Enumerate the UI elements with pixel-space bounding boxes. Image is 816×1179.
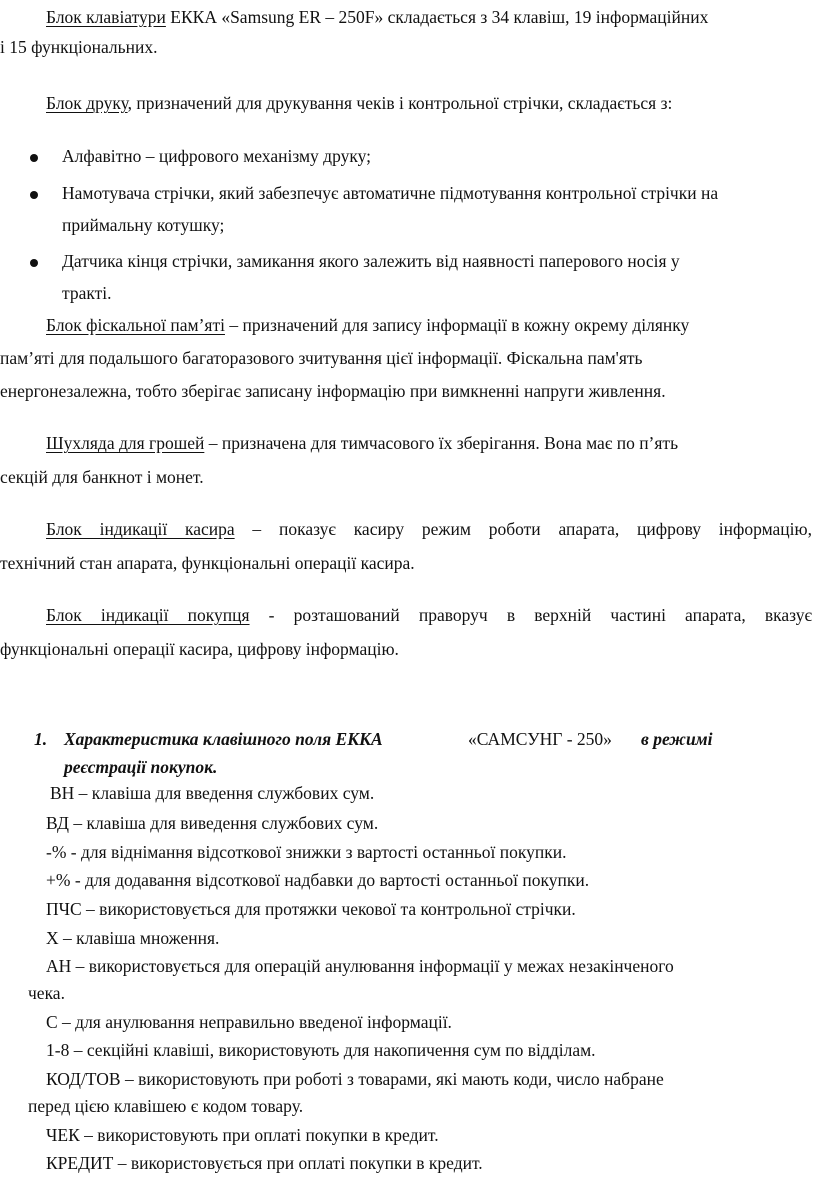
bullet-3-line1: Датчика кінця стрічки, замикання якого залежить від наявності паперового носія у bbox=[62, 251, 680, 271]
paragraph-customer-display-line2: функціональні операції касира, цифрову інформацію. bbox=[0, 639, 399, 659]
paragraph-keyboard-line2: і 15 функціональних. bbox=[0, 37, 158, 57]
key-sections: 1-8 – секційні клавіші, використовують для накопичення сум по відділам. bbox=[46, 1040, 596, 1060]
bullet-1-line1: Алфавітно – цифрового механізму друку; bbox=[62, 146, 371, 166]
key-vd: ВД – клавіша для виведення службових сум. bbox=[46, 813, 379, 833]
key-plus-percent: +% - для додавання відсоткової надбавки до вартості останньої покупки. bbox=[46, 870, 590, 890]
paragraph-print-line1: Блок друку, призначений для друкування чеків і контрольної стрічки, складається з: bbox=[46, 93, 673, 113]
paragraph-cashier-display-line1: Блок індикації касира – показує касиру режим роботи апарата, цифрову інформацію, bbox=[46, 519, 812, 539]
key-pchs: ПЧС – використовується для протяжки чекової та контрольної стрічки. bbox=[46, 899, 576, 919]
key-kod-tov-line2: перед цією клавішею є кодом товару. bbox=[28, 1096, 304, 1116]
print-block-title: Блок друку bbox=[46, 93, 128, 113]
paragraph-fiscal-line3: енергонезалежна, тобто зберігає записану інформацію при вимкненні напруги живлення. bbox=[0, 381, 666, 401]
bullet-2-line1: Намотувача стрічки, який забезпечує автоматичне підмотування контрольної стрічки на bbox=[62, 183, 719, 203]
section-heading-line2: реєстрації покупок. bbox=[64, 757, 218, 777]
key-vn: ВН – клавіша для введення службових сум. bbox=[50, 783, 375, 803]
key-an-line1: АН – використовується для операцій анулювання інформації у межах незакінченого bbox=[46, 956, 674, 976]
key-chek: ЧЕК – використовують при оплаті покупки в кредит. bbox=[46, 1125, 439, 1145]
paragraph-keyboard-line1: Блок клавіатури ЕККА «Samsung ER – 250F» складається з 34 клавіш, 19 інформаційних bbox=[46, 7, 709, 27]
bullet-3-line2: тракті. bbox=[62, 283, 112, 303]
cashier-display-title: Блок індикації касира bbox=[46, 519, 235, 539]
key-an-line2: чека. bbox=[28, 983, 65, 1003]
paragraph-fiscal-line1: Блок фіскальної пам’яті – призначений для запису інформації в кожну окрему ділянку bbox=[46, 315, 690, 335]
bullet-dot-2 bbox=[30, 191, 38, 199]
key-kod-tov-line1: КОД/ТОВ – використовують при роботі з товарами, які мають коди, число набране bbox=[46, 1069, 664, 1089]
keyboard-block-title: Блок клавіатури bbox=[46, 7, 166, 27]
bullet-2-line2: приймальну котушку; bbox=[62, 215, 225, 235]
customer-display-title: Блок індикації покупця bbox=[46, 605, 250, 625]
section-heading-part3: в режимі bbox=[641, 729, 713, 749]
section-heading-part2: «САМСУНГ - 250» bbox=[468, 729, 612, 749]
paragraph-drawer-line1: Шухляда для грошей – призначена для тимчасового їх зберігання. Вона має по п’ять bbox=[46, 433, 679, 453]
bullet-dot-1 bbox=[30, 154, 38, 162]
drawer-title: Шухляда для грошей bbox=[46, 433, 205, 453]
key-kredyt: КРЕДИТ – використовується при оплаті покупки в кредит. bbox=[46, 1153, 483, 1173]
paragraph-fiscal-line2: пам’яті для подальшого багаторазового зчитування цієї інформації. Фіскальна пам'ять bbox=[0, 348, 643, 368]
key-minus-percent: -% - для віднімання відсоткової знижки з вартості останньої покупки. bbox=[46, 842, 567, 862]
paragraph-drawer-line2: секцій для банкнот і монет. bbox=[0, 467, 204, 487]
bullet-dot-3 bbox=[30, 259, 38, 267]
section-number: 1. bbox=[34, 729, 48, 749]
key-c: С – для анулювання неправильно введеної інформації. bbox=[46, 1012, 452, 1032]
section-heading-part1: Характеристика клавішного поля ЕККА bbox=[64, 729, 383, 749]
paragraph-cashier-display-line2: технічний стан апарата, функціональні операції касира. bbox=[0, 553, 415, 573]
fiscal-block-title: Блок фіскальної пам’яті bbox=[46, 315, 225, 335]
key-multiply: Х – клавіша множення. bbox=[46, 928, 220, 948]
paragraph-customer-display-line1: Блок індикації покупця - розташований праворуч в верхній частині апарата, вказує bbox=[46, 605, 812, 625]
